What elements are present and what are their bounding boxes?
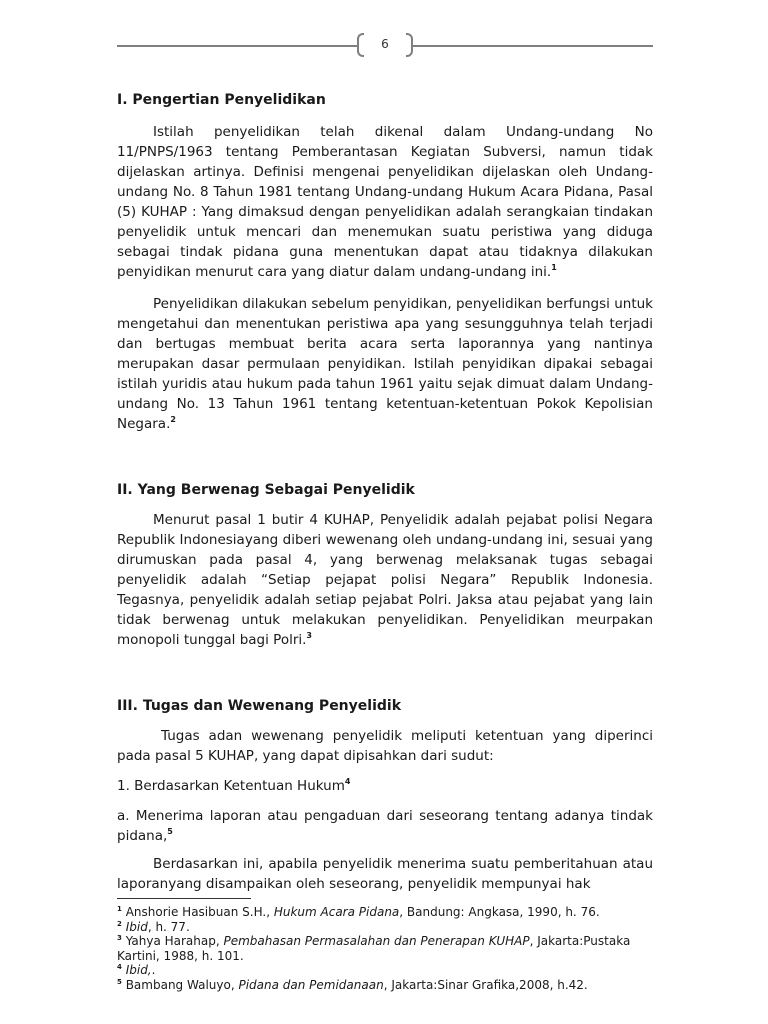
numbered-subheading: 1. Berdasarkan Ketentuan Hukum$^4$ <box>117 777 351 794</box>
list-item: a. Menerima laporan atau pengaduan dari seseorang tentang adanya tindak pidana,$^5$ <box>117 808 653 844</box>
page-number: 6 <box>381 37 389 51</box>
footnote: $^3$ Yahya Harahap, Pembahasan Permasalahan dan Penerapan KUHAP, Jakarta:Pustaka Kartini, 1988, h. 101. <box>117 934 631 963</box>
footnote-ref: 5 <box>167 827 173 836</box>
paragraph: Berdasarkan ini, apabila penyelidik menerima suatu pemberitahuan atau laporanyang disampaikan oleh seseorang, penyelidik mempunyai hak <box>117 856 653 892</box>
footnote: $^2$ Ibid, h. 77. <box>117 919 190 934</box>
paragraph: Penyelidikan dilakukan sebelum penyidikan, penyelidikan berfungsi untuk mengetahui dan menentukan peristiwa apa yang sesungguhnya telah terjadi dan bertugas membuat berita acara serta laporannya yang nantinya merupakan dasar permulaan penyidikan. Istilah penyidikan dipakai sebagai istilah yuridis atau hukum pada tahun 1961 yaitu sejak dimuat dalam Undang-undang No. 13 Tahun 1961 tentang ketentuan-ketentuan Pokok Kepolisian Negara.$^2$ <box>117 296 653 432</box>
page-header <box>117 32 653 62</box>
footnote-ref: 3 <box>306 631 312 640</box>
footnote-ref: 2 <box>170 415 176 424</box>
section-heading-3: III. Tugas dan Wewenang Penyelidik <box>117 698 401 714</box>
paragraph: Tugas adan wewenang penyelidik meliputi ketentuan yang diperinci pada pasal 5 KUHAP, yang dapat dipisahkan dari sudut: <box>117 728 653 764</box>
header-bracket-left <box>357 33 364 57</box>
paragraph: Istilah penyelidikan telah dikenal dalam Undang-undang No 11/PNPS/1963 tentang Pemberantasan Kegiatan Subversi, namun tidak dijelaskan artinya. Definisi mengenai penyelidikan dijelaskan oleh Undang-undang No. 8 Tahun 1981 tentang Undang-undang Hukum Acara Pidana, Pasal (5) KUHAP : Yang dimaksud dengan penyelidikan adalah serangkaian tindakan penyelidik untuk mencari dan menemukan suatu peristiwa yang diduga sebagai tindak pidana guna menentukan dapat atau tidaknya dilakukan penyidikan menurut cara yang diatur dalam undang-undang ini.$^1$ <box>117 124 653 280</box>
footnote: $^5$ Bambang Waluyo, Pidana dan Pemidanaan, Jakarta:Sinar Grafika,2008, h.42. <box>117 977 588 992</box>
header-rule-right <box>413 45 653 47</box>
footnote: $^1$ Anshorie Hasibuan S.H., Hukum Acara Pidana, Bandung: Angkasa, 1990, h. 76. <box>117 905 600 919</box>
footnote: $^4$ Ibid,. <box>117 963 156 977</box>
header-bracket-right <box>406 33 413 57</box>
section-heading-2: II. Yang Berwenag Sebagai Penyelidik <box>117 482 415 498</box>
footnote-ref: 1 <box>551 263 557 272</box>
footnotes <box>117 898 653 992</box>
paragraph: Menurut pasal 1 butir 4 KUHAP, Penyelidik adalah pejabat polisi Negara Republik Indonesiayang diberi wewenang oleh undang-undang ini, sesuai yang dirumuskan pada pasal 4, yang berwenag melaksanak tugas sebagai penyelidik adalah “Setiap pejapat polisi Negara” Republik Indonesia. Tegasnya, penyelidik adalah setiap pejabat Polri. Jaksa atau pejabat yang lain tidak berwenag untuk melakukan penyelidikan. Penyelidikan meurpakan monopoli tunggal bagi Polri.$^3$ <box>117 512 653 648</box>
page-content <box>117 90 653 894</box>
footnote-ref: 4 <box>344 777 351 786</box>
footnote-separator <box>117 898 251 899</box>
section-heading-1: I. Pengertian Penyelidikan <box>117 92 326 108</box>
header-rule-left <box>117 45 357 47</box>
